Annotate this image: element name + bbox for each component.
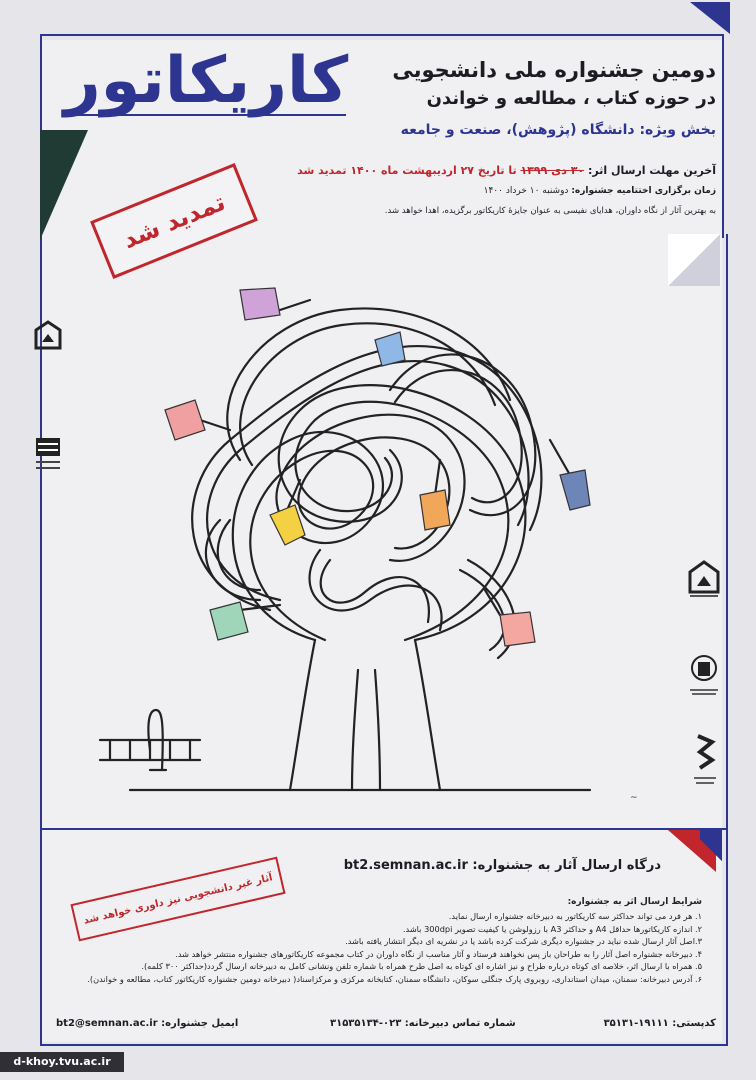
- portal-row: [344, 858, 661, 873]
- conditions: [272, 896, 702, 909]
- deadline-new: تا تاریخ ۲۷ اردیبهشت ماه ۱۴۰۰ تمدید شد: [297, 164, 517, 177]
- watermark: d-khoy.tvu.ac.ir: [0, 1052, 124, 1072]
- deadline-label: آخرین مهلت ارسال اثر:: [587, 164, 716, 177]
- condition-item-4: ۴. دبیرخانه جشنواره اصل آثار را به طراحان باز پس نخواهند فرستاد و آثار مناسب از نگاه داوران در کتاب مجموعه کاریکاتورهای جشنواره منتشر خواهد شد.: [175, 948, 702, 959]
- big-title: کاریکاتور: [63, 44, 349, 118]
- conditions-heading: شرایط ارسال اثر به جشنواره:: [567, 897, 702, 907]
- art-logo-icon: [692, 732, 718, 788]
- phone-value: ۰۲۳-۳۱۵۳۵۱۳۴: [330, 1018, 402, 1029]
- phone-label: شماره تماس دبیرخانه:: [404, 1018, 516, 1029]
- phone-row: [330, 1018, 516, 1029]
- non-students-stamp-text: آثار غیر دانشجویی نیز داوری خواهد شد: [82, 871, 274, 927]
- condition-item-5: ۵. همراه با ارسال اثر، خلاصه ای کوتاه درباره طراح و نیز اشاره ای کوتاه به اصل طرح همراه با شماره تلفن ونشانی کامل به دبیرخانه ارسال گردد(حداکثر ۳۰۰ کلمه).: [141, 961, 702, 972]
- title-line-3: بخش ویژه: دانشگاه (پژوهش)، صنعت و جامعه: [400, 122, 716, 138]
- title-line-2: در حوزه کتاب ، مطالعه و خواندن: [426, 88, 716, 109]
- right-logo-1: [686, 560, 722, 600]
- title-graphic: [56, 20, 356, 130]
- closing-row: [484, 186, 716, 196]
- email-label: ایمیل جشنواره:: [161, 1018, 239, 1029]
- postal-row: [604, 1018, 716, 1029]
- library-logo-icon: [32, 436, 64, 476]
- info-fold: [700, 830, 722, 870]
- condition-item-3: ۳.اصل آثار ارسال شده نباید در جشنواره دیگری شرکت کرده باشد یا در نشریه ای دیگر انتشار یافته باشد.: [345, 936, 702, 947]
- semnan-university-logo-icon: [32, 320, 64, 350]
- postal-value: ۱۹۱۱۱-۳۵۱۳۱: [603, 1018, 669, 1029]
- left-logo-2: [32, 436, 64, 476]
- email-value[interactable]: bt2@semnan.ac.ir: [56, 1018, 158, 1029]
- svg-text:~: ~: [630, 793, 638, 803]
- closing-label: زمان برگزاری اختتامیه جشنواره:: [571, 186, 716, 196]
- title-line-1: دومین جشنواره ملی دانشجویی: [392, 58, 716, 82]
- portal-label: درگاه ارسال آثار به جشنواره:: [472, 858, 661, 873]
- email-row: [56, 1018, 238, 1029]
- postal-label: کدپستی:: [672, 1018, 716, 1029]
- condition-item-1: ۱. هر فرد می تواند حداکثر سه کاریکاتور به دبیرخانه جشنواره ارسال نماید.: [448, 911, 702, 921]
- tree-illustration: [90, 270, 638, 810]
- right-logo-3: [692, 732, 718, 788]
- portal-url[interactable]: bt2.semnan.ac.ir: [343, 858, 468, 873]
- semnan-university-logo-icon: [686, 560, 722, 600]
- condition-item-6: ۶. آدرس دبیرخانه: سمنان، میدان استانداری، روبروی پارک جنگلی سوکان، دانشگاه سمنان، کتابخانه مرکزی و مرکزاسناد( دبیرخانه دومین جشنواره کاریکاتور کتاب، مطالعه و خواندن).: [87, 973, 702, 984]
- prize-text: به بهترین آثار از نگاه داوران، هدایای نفیسی به عنوان جایزهٔ کاریکاتور برگزیده، اهدا خواهد شد.: [384, 206, 716, 216]
- condition-item-2: ۲. اندازه کاریکاتورها حداقل A4 و حداکثر A3 با رزولوشن یا کیفیت تصویر 300dpi باشد.: [402, 923, 702, 934]
- right-logo-2: [686, 652, 722, 698]
- folded-corner-top: [690, 2, 730, 34]
- deadline-old: ۳۰ دی ۱۳۹۹: [520, 164, 585, 177]
- folded-corner-mid: [668, 234, 720, 286]
- left-logo-1: [32, 320, 64, 350]
- corner-triangle: [40, 130, 88, 240]
- culture-ministry-logo-icon: [686, 652, 722, 698]
- deadline-row: [297, 164, 716, 177]
- extended-stamp-text: تمدید شد: [118, 187, 230, 255]
- conditions-list: [52, 910, 702, 986]
- closing-value: دوشنبه ۱۰ خرداد ۱۴۰۰: [483, 186, 569, 196]
